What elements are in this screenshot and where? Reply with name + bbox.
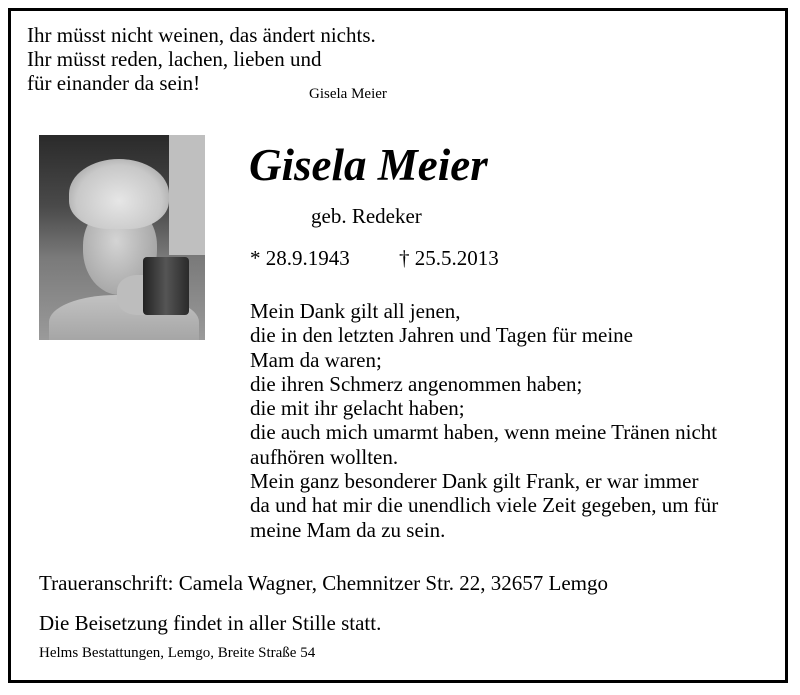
maiden-name: geb. Redeker (311, 204, 422, 228)
undertaker: Helms Bestattungen, Lemgo, Breite Straße 54 (39, 645, 316, 661)
thanks-line: die mit ihr gelacht haben; (250, 396, 465, 421)
poem-line: Ihr müsst nicht weinen, das ändert nichts. (27, 23, 376, 47)
thanks-line: die auch mich umarmt haben, wenn meine Tränen nicht (250, 420, 718, 445)
birth-date: * 28.9.1943 (250, 246, 350, 270)
death-date: † 25.5.2013 (399, 246, 499, 270)
obituary-frame (8, 8, 788, 683)
poem-author: Gisela Meier (309, 86, 387, 102)
photo-background (169, 135, 205, 255)
thanks-line: die in den letzten Jahren und Tagen für meine (250, 323, 634, 348)
photo-hair (69, 159, 169, 229)
thanks-text (250, 299, 718, 542)
thanks-line: Mein Dank gilt all jenen, (250, 299, 461, 323)
poem-line: für einander da sein! (27, 71, 201, 95)
thanks-line: Mam da waren; (250, 347, 382, 372)
thanks-line: da und hat mir die unendlich viele Zeit gegeben, um für (250, 493, 719, 518)
portrait-photo (39, 135, 205, 340)
funeral-notice: Die Beisetzung findet in aller Stille statt. (39, 611, 382, 635)
thanks-line: Mein ganz besonderer Dank gilt Frank, er war immer (250, 469, 699, 494)
thanks-line: aufhören wollten. (250, 444, 399, 469)
poem (27, 23, 376, 95)
thanks-line: die ihren Schmerz angenommen haben; (250, 371, 583, 396)
photo-mug (143, 257, 189, 315)
deceased-name: Gisela Meier (249, 140, 488, 190)
poem-line: Ihr müsst reden, lachen, lieben und (27, 47, 322, 71)
thanks-line: meine Mam da zu sein. (250, 517, 446, 542)
mourning-address: Traueranschrift: Camela Wagner, Chemnitzer Str. 22, 32657 Lemgo (39, 571, 609, 595)
